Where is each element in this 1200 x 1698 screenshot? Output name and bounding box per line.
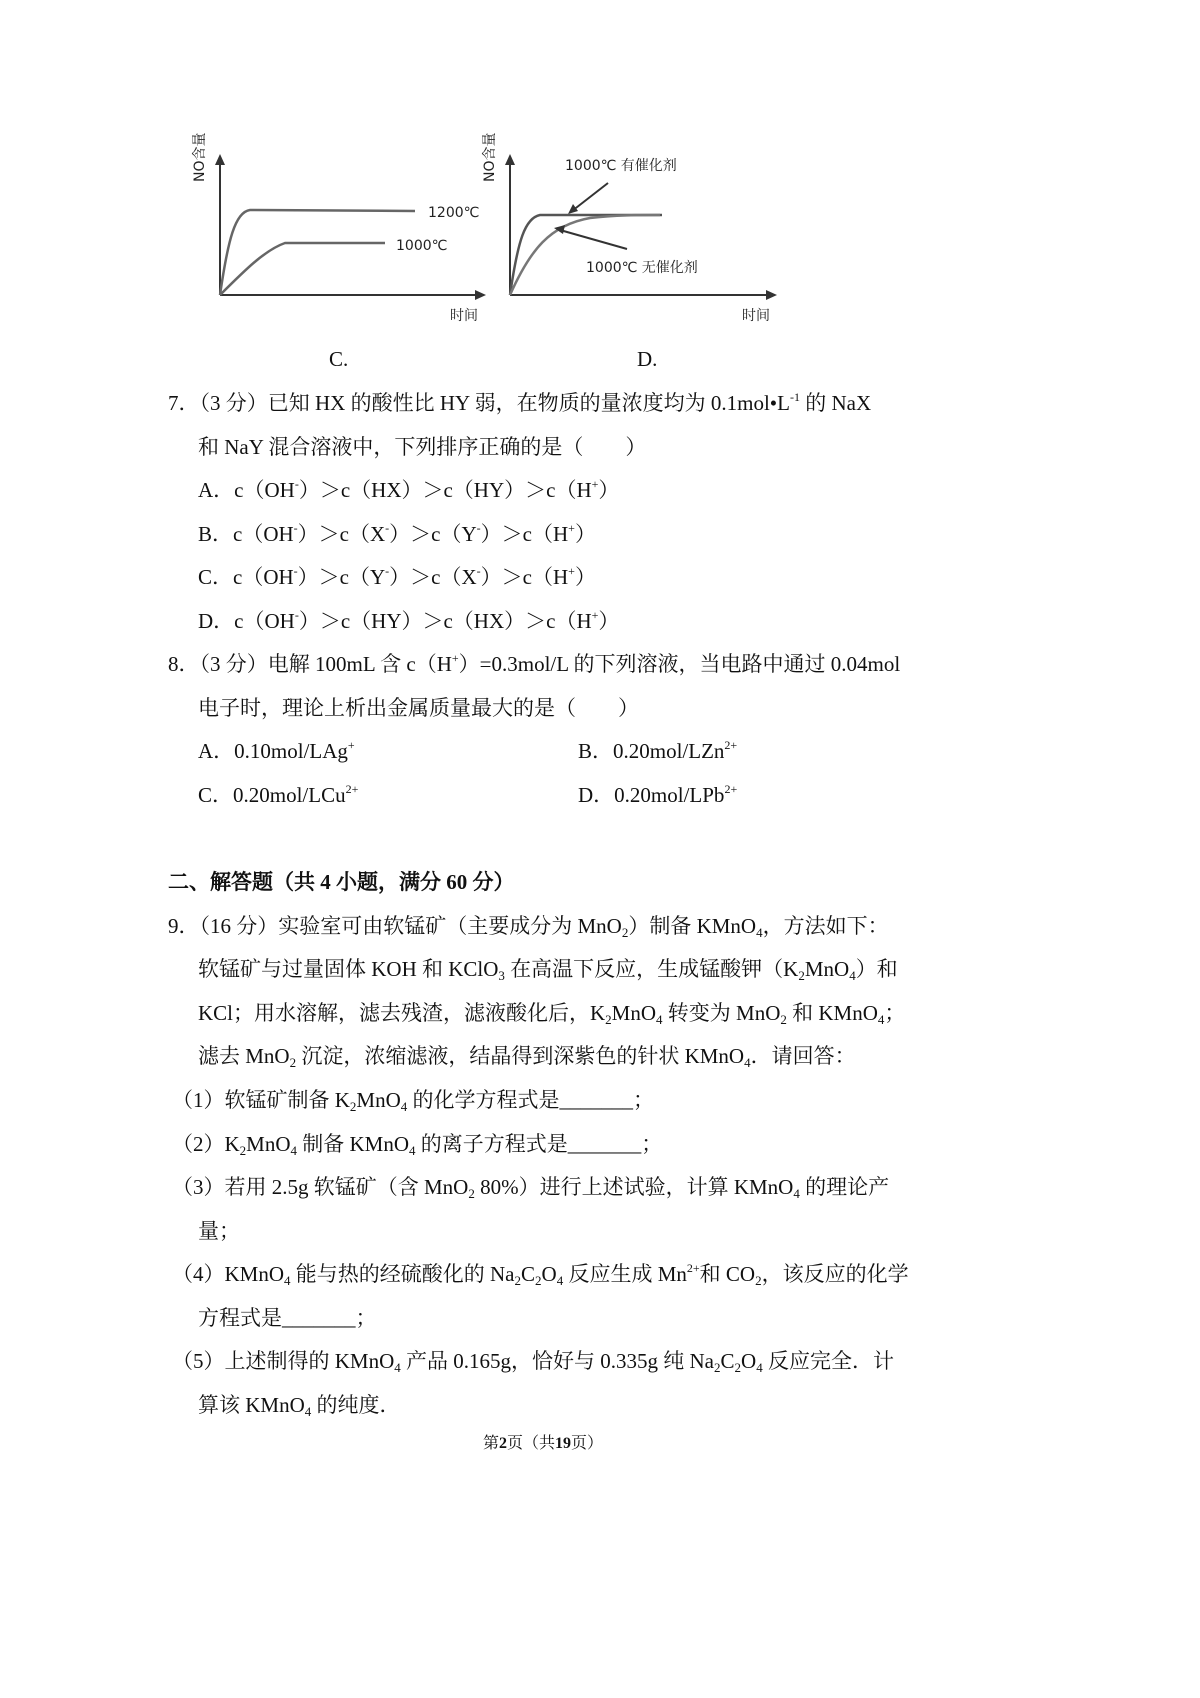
page-footer xyxy=(483,1431,603,1457)
q8-option-a: A．0.10mol/LAg+ xyxy=(198,738,355,763)
y-axis-label: NO含量 xyxy=(482,132,498,182)
figure-d-caption: D. xyxy=(637,347,658,371)
q8-stem: 8．（3 分）电解 100mL 含 c（H+）=0.3mol/L 的下列溶液，当电路中通过 0.04mol xyxy=(168,651,901,676)
q9-sub4: （4）KMnO$_4$ 能与热的经硫酸化的 $Na_2C_2O_4$ 反应生成 $Mn^{2+}$和 $CO_2$，该反应的化学 xyxy=(172,1261,909,1288)
q8-option-c: C．0.20mol/LCu$^{2+}$ xyxy=(198,782,359,807)
y-axis-label: NO含量 xyxy=(192,132,208,182)
q7-stem: 7．（3 分）已知 HX 的酸性比 HY 弱，在物质的量浓度均为 $0.1mol•L^{-1}$ 的 NaX xyxy=(168,390,872,415)
y-axis-arrow xyxy=(215,154,225,165)
q7-stem-cont: 和 NaY 混合溶液中，下列排序正确的是（ ） xyxy=(198,435,647,459)
footer-prefix: 第 xyxy=(483,1435,500,1452)
page-number: 2 xyxy=(499,1435,508,1452)
q7-option-c: C．c（OH-）＞c（Y-）＞c（X-）＞c（H+） xyxy=(198,564,596,589)
curve-1000 xyxy=(220,243,385,295)
arrow-without-catalyst xyxy=(560,230,627,249)
x-axis-label: 时间 xyxy=(450,308,478,324)
q9-sub2: $(2)K_2MnO_4$ 制备 KMnO$_4$ 的离子方程式是_______； xyxy=(172,1132,663,1158)
figure-c-caption: C. xyxy=(329,347,349,371)
q7-option-d: D．c（OH-）＞c（HY）＞c（HX）＞c（H+） xyxy=(198,608,620,633)
q8-option-b: B．0.20mol/LZn$^{2+}$ xyxy=(578,738,738,763)
curve-without-catalyst xyxy=(510,215,660,295)
q9-sub4-cont: 方程式是_______； xyxy=(198,1306,377,1330)
curve-label-without-catalyst: 1000℃ 无催化剂 xyxy=(586,260,698,276)
x-axis-arrow xyxy=(766,290,777,300)
q9-sub5-cont: 算该 KMnO$_4$ 的纯度． xyxy=(198,1393,401,1419)
x-axis-label: 时间 xyxy=(742,308,770,324)
q8-option-d: D．0.20mol/LPb$^{2+}$ xyxy=(578,782,738,807)
q9-stem-line: KCl；用水溶解，滤去残渣，滤液酸化后，$K_2MnO_4$ 转变为 MnO$_2$ 和 KMnO$_4$； xyxy=(198,1001,906,1027)
curve-1200 xyxy=(220,210,415,295)
figure-c xyxy=(192,133,486,325)
curve-label-with-catalyst: 1000℃ 有催化剂 xyxy=(565,158,677,174)
q9-sub1: （1）软锰矿制备 $K_2MnO_4$ 的化学方程式是_______； xyxy=(172,1088,655,1114)
page-total: 19 xyxy=(555,1435,572,1452)
curve-label-1200: 1200℃ xyxy=(428,205,480,221)
x-axis-arrow xyxy=(475,290,486,300)
section-heading: 二、解答题（共 4 小题，满分 60 分） xyxy=(168,870,515,894)
q9-sub3-cont: 量； xyxy=(198,1219,240,1243)
footer-suffix: 页） xyxy=(571,1435,604,1452)
arrow-with-catalyst xyxy=(572,183,608,211)
q9-stem-line: 软锰矿与过量固体 KOH 和 KClO$_3$ 在高温下反应，生成锰酸钾$(K_2MnO_4)$和 xyxy=(198,957,898,983)
q7-option-b: B．c（OH-）＞c（X-）＞c（Y-）＞c（H+） xyxy=(198,521,596,546)
q9-stem-line: 滤去 MnO$_2$ 沉淀，浓缩滤液，结晶得到深紫色的针状 KMnO$_4$．请回答： xyxy=(198,1044,856,1070)
q9-sub5: （5）上述制得的 KMnO$_4$ 产品 0.165g，恰好与 0.335g 纯 $Na_2C_2O_4$ 反应完全．计 xyxy=(172,1349,894,1375)
arrowhead xyxy=(568,204,578,214)
curve-label-1000: 1000℃ xyxy=(396,238,448,254)
figure-d xyxy=(482,133,777,325)
figure-c-chart xyxy=(0,0,1200,340)
y-axis-arrow xyxy=(505,154,515,165)
q9-sub3: （3）若用 2.5g 软锰矿（含 MnO$_2$ 80%）进行上述试验，计算 KMnO$_4$ 的理论产 xyxy=(172,1175,890,1201)
q9-stem: 9．（16 分）实验室可由软锰矿（主要成分为 MnO$_2$）制备 KMnO$_4$，方法如下： xyxy=(168,914,889,940)
q7-option-a: A．c（OH-）＞c（HX）＞c（HY）＞c（H+） xyxy=(198,477,620,502)
q8-stem-cont: 电子时，理论上析出金属质量最大的是（ ） xyxy=(198,696,639,720)
footer-mid: 页（共 xyxy=(507,1435,556,1452)
